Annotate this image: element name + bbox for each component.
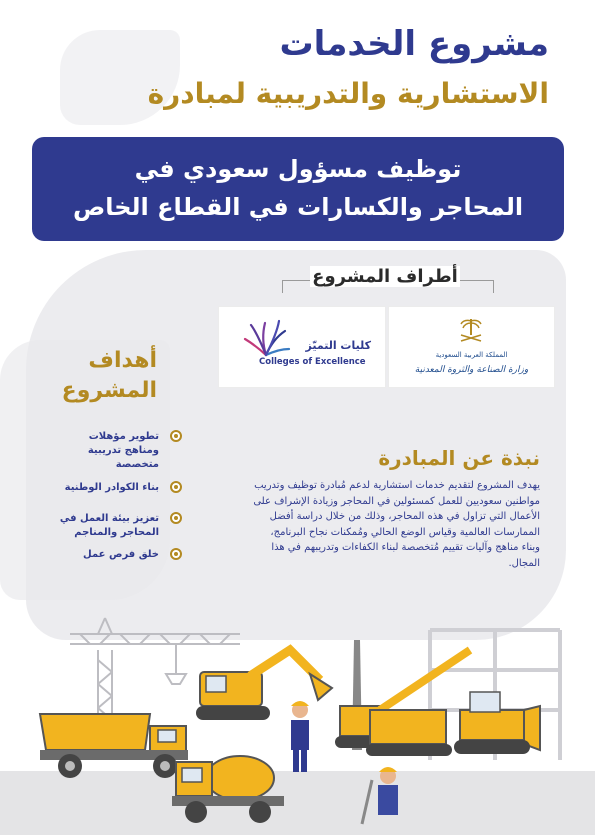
about-title: نبذة عن المبادرة [378,446,540,470]
bullet-icon [170,430,182,442]
partners-title: أطراف المشروع [310,266,460,287]
bullet-icon [170,481,182,493]
initiative-banner [32,137,564,241]
mobile-crane-icon [366,650,470,756]
title-line-1: مشروع الخدمات [279,24,549,64]
ministry-name: وزارة الصناعة والثروة المعدنية [414,365,529,375]
ministry-country: المملكة العربية السعودية [435,351,508,359]
colleges-name-en: Colleges of Excellence [259,357,366,367]
goals-title-line-1: أهداف [88,348,157,373]
worker-shovel-icon [362,767,398,824]
banner-line-1: توظيف مسؤول سعودي في [134,155,462,183]
cement-mixer-icon [172,756,284,823]
banner-line-2: المحاجر والكسارات في القطاع الخاص [72,193,524,221]
bullet-icon [170,512,182,524]
ministry-logo [388,306,555,388]
palm-swords-emblem-icon [456,315,486,345]
colleges-logo [218,306,386,388]
colleges-name-ar: كليات التميّز [305,339,371,352]
goal-item: خلق فرص عمل [9,548,159,562]
dump-truck-icon [40,714,188,778]
excavator-icon [196,650,332,720]
goal-item: تعزيز بيئة العمل في المحاجر والمناجم [9,512,159,540]
goal-item: بناء الكوادر الوطنية [9,481,159,495]
goals-title-line-2: المشروع [61,378,157,403]
worker-icon [291,701,309,772]
title-line-2: الاستشارية والتدريبية لمبادرة [147,77,549,110]
goal-item: تطوير مؤهلات ومناهج تدريبية متخصصة [9,430,159,472]
about-text: يهدف المشروع لتقديم خدمات استشارية لدعم مُبادرة توظيف وتدريب مواطنين سعوديين للعمل كمسئولين في المحاجر وزيادة الإشراف على الأعمال التي تزاول في هذه المحاجر، وذلك من خلال دراسة أفضل الممارسات العالمية وقياس الوضع الحالي ومُمكنات نجاح البرنامج، وبناء مناهج وآليات تقييم مُتخصصة لبناء الكفاءات وتدريبهم في هذا المجال. [253,480,540,569]
bullet-icon [170,548,182,560]
goals-title [17,346,157,406]
construction-illustration [0,610,595,835]
bulldozer-icon [454,692,540,754]
